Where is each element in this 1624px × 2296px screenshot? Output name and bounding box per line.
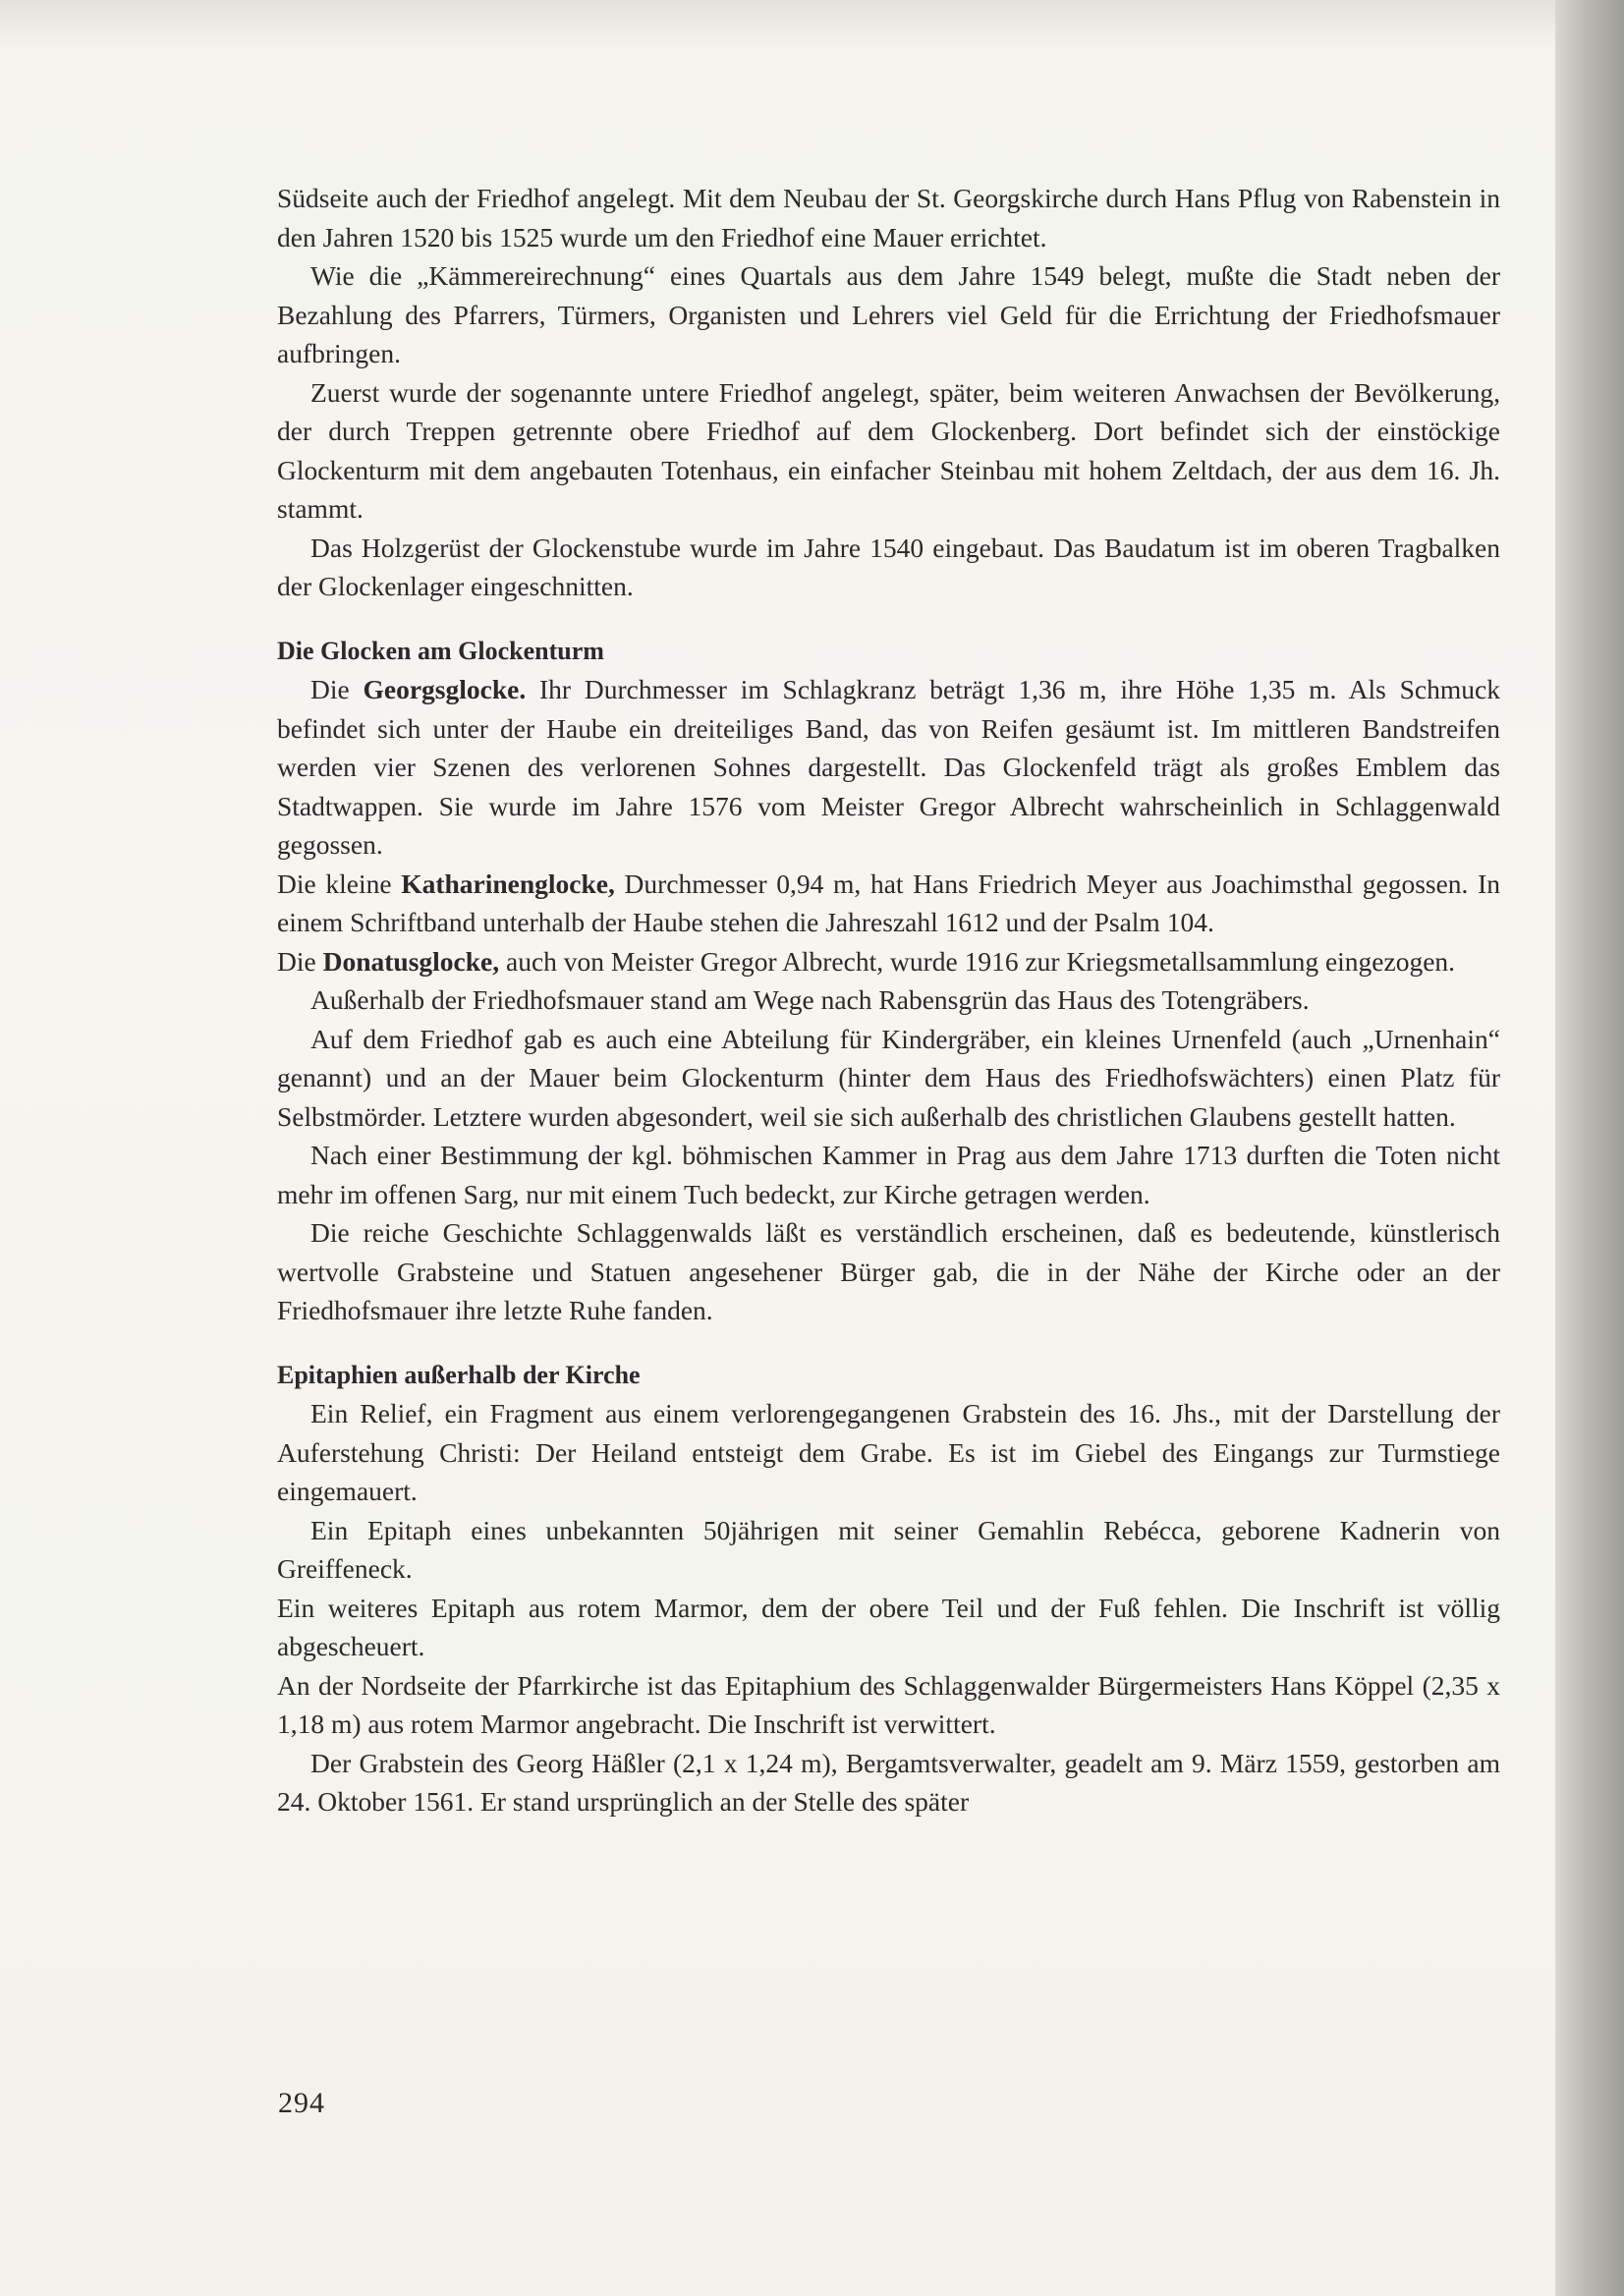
georgsglocke-name: Georgsglocke. [363, 674, 527, 704]
section-heading-epitaphien: Epitaphien außerhalb der Kirche [277, 1360, 641, 1389]
paragraph-bestimmung: Nach einer Bestimmung der kgl. böhmischen Kammer in Prag aus dem Jahre 1713 durften die Toten nicht mehr im offenen Sarg, nur mit einem Tuch bedeckt, zur Kirche getragen werden. [277, 1140, 1500, 1209]
donatusglocke-prefix: Die [277, 945, 323, 977]
paragraph-unterer-friedhof: Zuerst wurde der sogenannte untere Friedhof angelegt, später, beim weiteren Anwachsen der Bevölkerung, der durch Treppen getrennte obere Friedhof auf dem Glockenberg. Dort befindet sich der einstöckige Glockenturm mit dem angebauten Totenhaus, ein einfacher Steinbau mit hohem Zeltdach, der aus dem 16. Jh. stammt. [277, 376, 1500, 524]
paragraph-holzgeruest: Das Holzgerüst der Glockenstube wurde im Jahre 1540 eingebaut. Das Baudatum ist im oberen Tragbalken der Glockenlager eingeschnitten. [277, 532, 1500, 601]
paragraph-geschichte: Die reiche Geschichte Schlaggenwalds läßt es verständlich erscheinen, daß es bedeutende, künstlerisch wertvolle Grabsteine und Statuen angesehener Bürger gab, die in der Nähe der Kirche oder an der Friedhofsmauer ihre letzte Ruhe fanden. [277, 1217, 1500, 1325]
section-gap [277, 1330, 1500, 1356]
paragraph-friedhof-mauer: Südseite auch der Friedhof angelegt. Mit dem Neubau der St. Georgskirche durch Hans Pflug von Rabenstein in den Jahren 1520 bis 1525 wurde um den Friedhof eine Mauer errichtet. [277, 183, 1500, 252]
katharinenglocke-text: Durchmesser 0,94 m, hat Hans Friedrich Meyer aus Joachimsthal gegossen. In einem Schriftband unterhalb der Haube stehen die Jahreszahl 1612 und der Psalm 104. [277, 868, 1500, 937]
paragraph-epitaph-unbekannt: Ein Epitaph eines unbekannten 50jährigen mit seiner Gemahlin Rebécca, geborene Kadnerin von Greiffeneck. [277, 1514, 1500, 1584]
georgsglocke-prefix: Die [310, 674, 364, 704]
section-heading-glocken: Die Glocken am Glockenturm [277, 636, 604, 665]
katharinenglocke-name: Katharinenglocke, [401, 868, 615, 899]
page-number: 294 [278, 2087, 325, 2119]
paragraph-georgsglocke [277, 670, 1500, 865]
paragraph-koeppel: An der Nordseite der Pfarrkirche ist das Epitaphium des Schlaggenwalder Bürgermeisters Hans Köppel (2,35 x 1,18 m) aus rotem Marmor angebracht. Die Inschrift ist verwittert. [277, 1669, 1500, 1739]
paragraph-donatusglocke [277, 942, 1500, 981]
paragraph-kindergraeber: Auf dem Friedhof gab es auch eine Abteilung für Kindergräber, ein kleines Urnenfeld (auch „Urnenhain“ genannt) und an der Mauer beim Glockenturm (hinter dem Haus des Friedhofswächters) einen Platz für Selbstmörder. Letztere wurden abgesondert, weil sie sich außerhalb des christlichen Glaubens gestellt hatten. [277, 1023, 1500, 1132]
georgsglocke-text: Ihr Durchmesser im Schlagkranz beträgt 1,36 m, ihre Höhe 1,35 m. Als Schmuck befindet sich unter der Haube ein dreiteiliges Band, das von Reifen gesäumt ist. Im mittleren Bandstreifen werden vier Szenen des verlorenen Sohnes dargestellt. Das Glockenfeld trägt als großes Emblem das Stadtwappen. Sie wurde im Jahre 1576 vom Meister Gregor Albrecht wahrscheinlich in Schlaggenwald gegossen. [277, 674, 1500, 860]
paragraph-haessler: Der Grabstein des Georg Häßler (2,1 x 1,24 m), Bergamtsverwalter, geadelt am 9. März 1559, gestorben am 24. Oktober 1561. Er stand ursprünglich an der Stelle des später [277, 1747, 1500, 1817]
donatusglocke-text: auch von Meister Gregor Albrecht, wurde 1916 zur Kriegsmetallsammlung eingezogen. [499, 945, 1456, 977]
section-gap [277, 606, 1500, 632]
paragraph-relief: Ein Relief, ein Fragment aus einem verlorengegangenen Grabstein des 16. Jhs., mit der Darstellung der Auferstehung Christi: Der Heiland entsteigt dem Grabe. Es ist im Giebel des Eingangs zur Turmstiege eingemauert. [277, 1398, 1500, 1506]
page-text [277, 179, 1500, 1821]
donatusglocke-name: Donatusglocke, [322, 945, 500, 977]
paragraph-katharinenglocke [277, 865, 1500, 942]
katharinenglocke-prefix: Die kleine [277, 868, 402, 899]
paragraph-totengraeber: Außerhalb der Friedhofsmauer stand am Wege nach Rabensgrün das Haus des Totengräbers. [310, 984, 1310, 1015]
paragraph-kaemmereirechnung: Wie die „Kämmereirechnung“ eines Quartals aus dem Jahre 1549 belegt, mußte die Stadt neben der Bezahlung des Pfarrers, Türmers, Organisten und Lehrers viel Geld für die Errichtung der Friedhofsmauer aufbringen. [277, 260, 1500, 368]
scan-binding-edge [1555, 0, 1624, 2296]
paragraph-epitaph-marmor: Ein weiteres Epitaph aus rotem Marmor, dem der obere Teil und der Fuß fehlen. Die Inschrift ist völlig abgescheuert. [277, 1592, 1500, 1661]
scan-top-shadow [0, 0, 1555, 49]
